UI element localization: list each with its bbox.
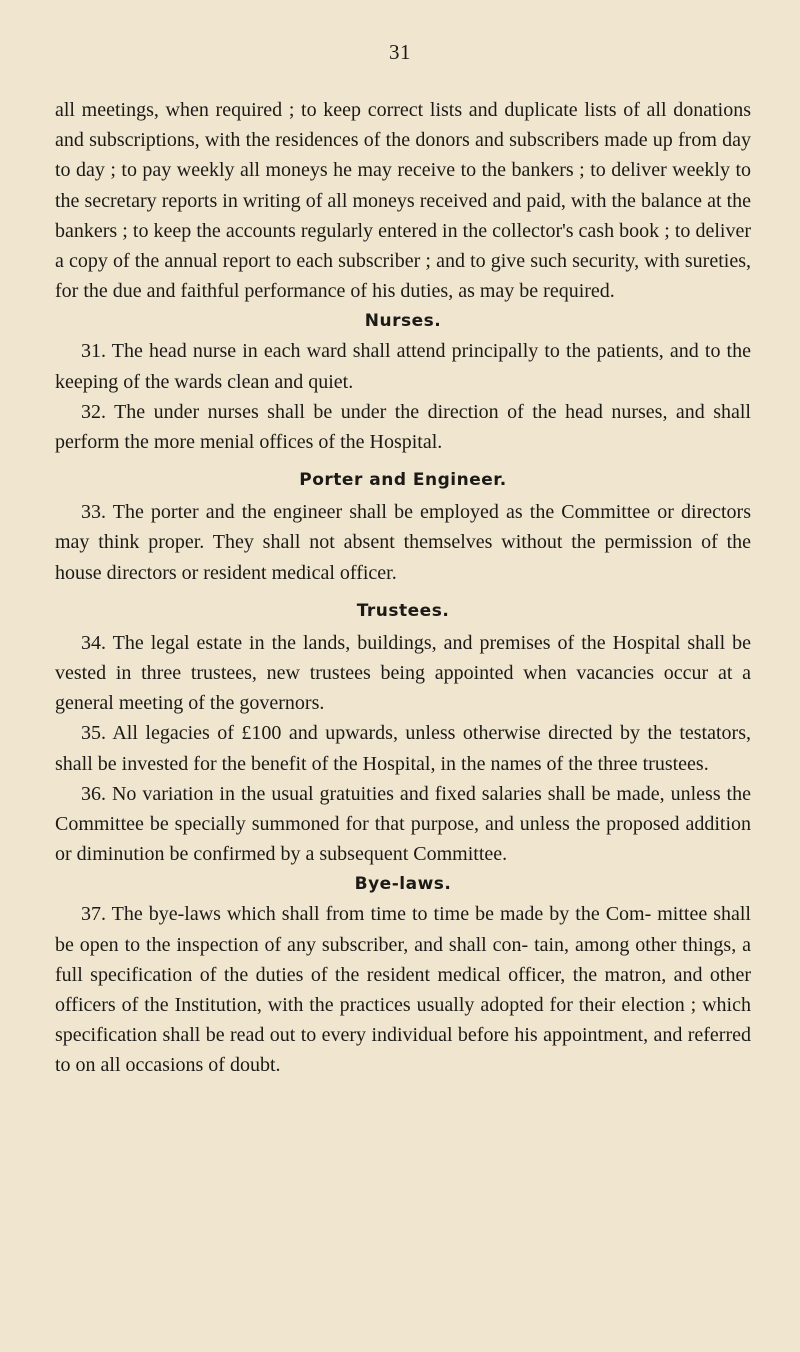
paragraph-31-text: 31. The head nurse in each ward shall attend principally to the patients, and to the keeping of the wards clean and quiet. [55, 340, 751, 393]
section-heading-porter: Porter and Engineer. [299, 470, 507, 491]
paragraph-36-text: 36. No variation in the usual gratuities and fixed salaries shall be made, unless the Committee be specially summoned for that purpose, and unless the proposed addition or diminution be confirmed by a subsequent Committee. [55, 782, 751, 866]
section-heading-nurses: Nurses. [364, 311, 442, 332]
paragraph-31 [55, 336, 751, 396]
page-number: 31 [389, 40, 411, 64]
paragraph-35-text: 35. All legacies of £100 and upwards, unless otherwise directed by the testators, shall be invested for the benefit of the Hospital, in the names of the three trustees. [55, 722, 751, 775]
paragraph-33-text: 33. The porter and the engineer shall be employed as the Committee or directors may think proper. They shall not absent themselves without the permission of the house directors or resident medical officer. [55, 501, 751, 584]
paragraph-36 [55, 779, 751, 870]
paragraph-35 [55, 718, 751, 778]
paragraph-32-text: 32. The under nurses shall be under the direction of the head nurses, and shall perform the more menial offices of the Hospital. [55, 400, 751, 454]
page-content [55, 95, 751, 1081]
paragraph-34 [55, 628, 751, 719]
paragraph-37-text: 37. The bye-laws which shall from time to time be made by the Com- mittee shall be open to the inspection of any subscriber, and shall con- tain, among other things, a full specification of the duties of the resident medical officer, the matron, and other officers of the Institution, with the practices usually adopted for their election ; which specification shall be read out to every individual before his appointment, and referred to on all occasions of doubt. [55, 903, 751, 1077]
paragraph-continuation: all meetings, when required ; to keep correct lists and duplicate lists of all donations and subscriptions, with the residences of the donors and subscribers made up from day to day ; to pay weekly all moneys he may receive to the bankers ; to deliver weekly to the secretary reports in writing of all moneys received and paid, with the balance at the bankers ; to keep the accounts regularly entered in the collector's cash book ; to deliver a copy of the annual report to each subscriber ; and to give such security, with sureties, for the due and faithful performance of his duties, as may be required. [55, 99, 751, 303]
paragraph-32 [55, 397, 751, 457]
section-heading-trustees: Trustees. [356, 600, 450, 621]
paragraph-34-text: 34. The legal estate in the lands, buildings, and premises of the Hospital shall be vested in three trustees, new trustees being appointed when vacancies occur at a general meeting of the governors. [55, 631, 751, 715]
paragraph-33 [55, 497, 751, 588]
section-heading-byelaws: Bye-laws. [354, 874, 452, 895]
paragraph-37 [55, 899, 751, 1080]
